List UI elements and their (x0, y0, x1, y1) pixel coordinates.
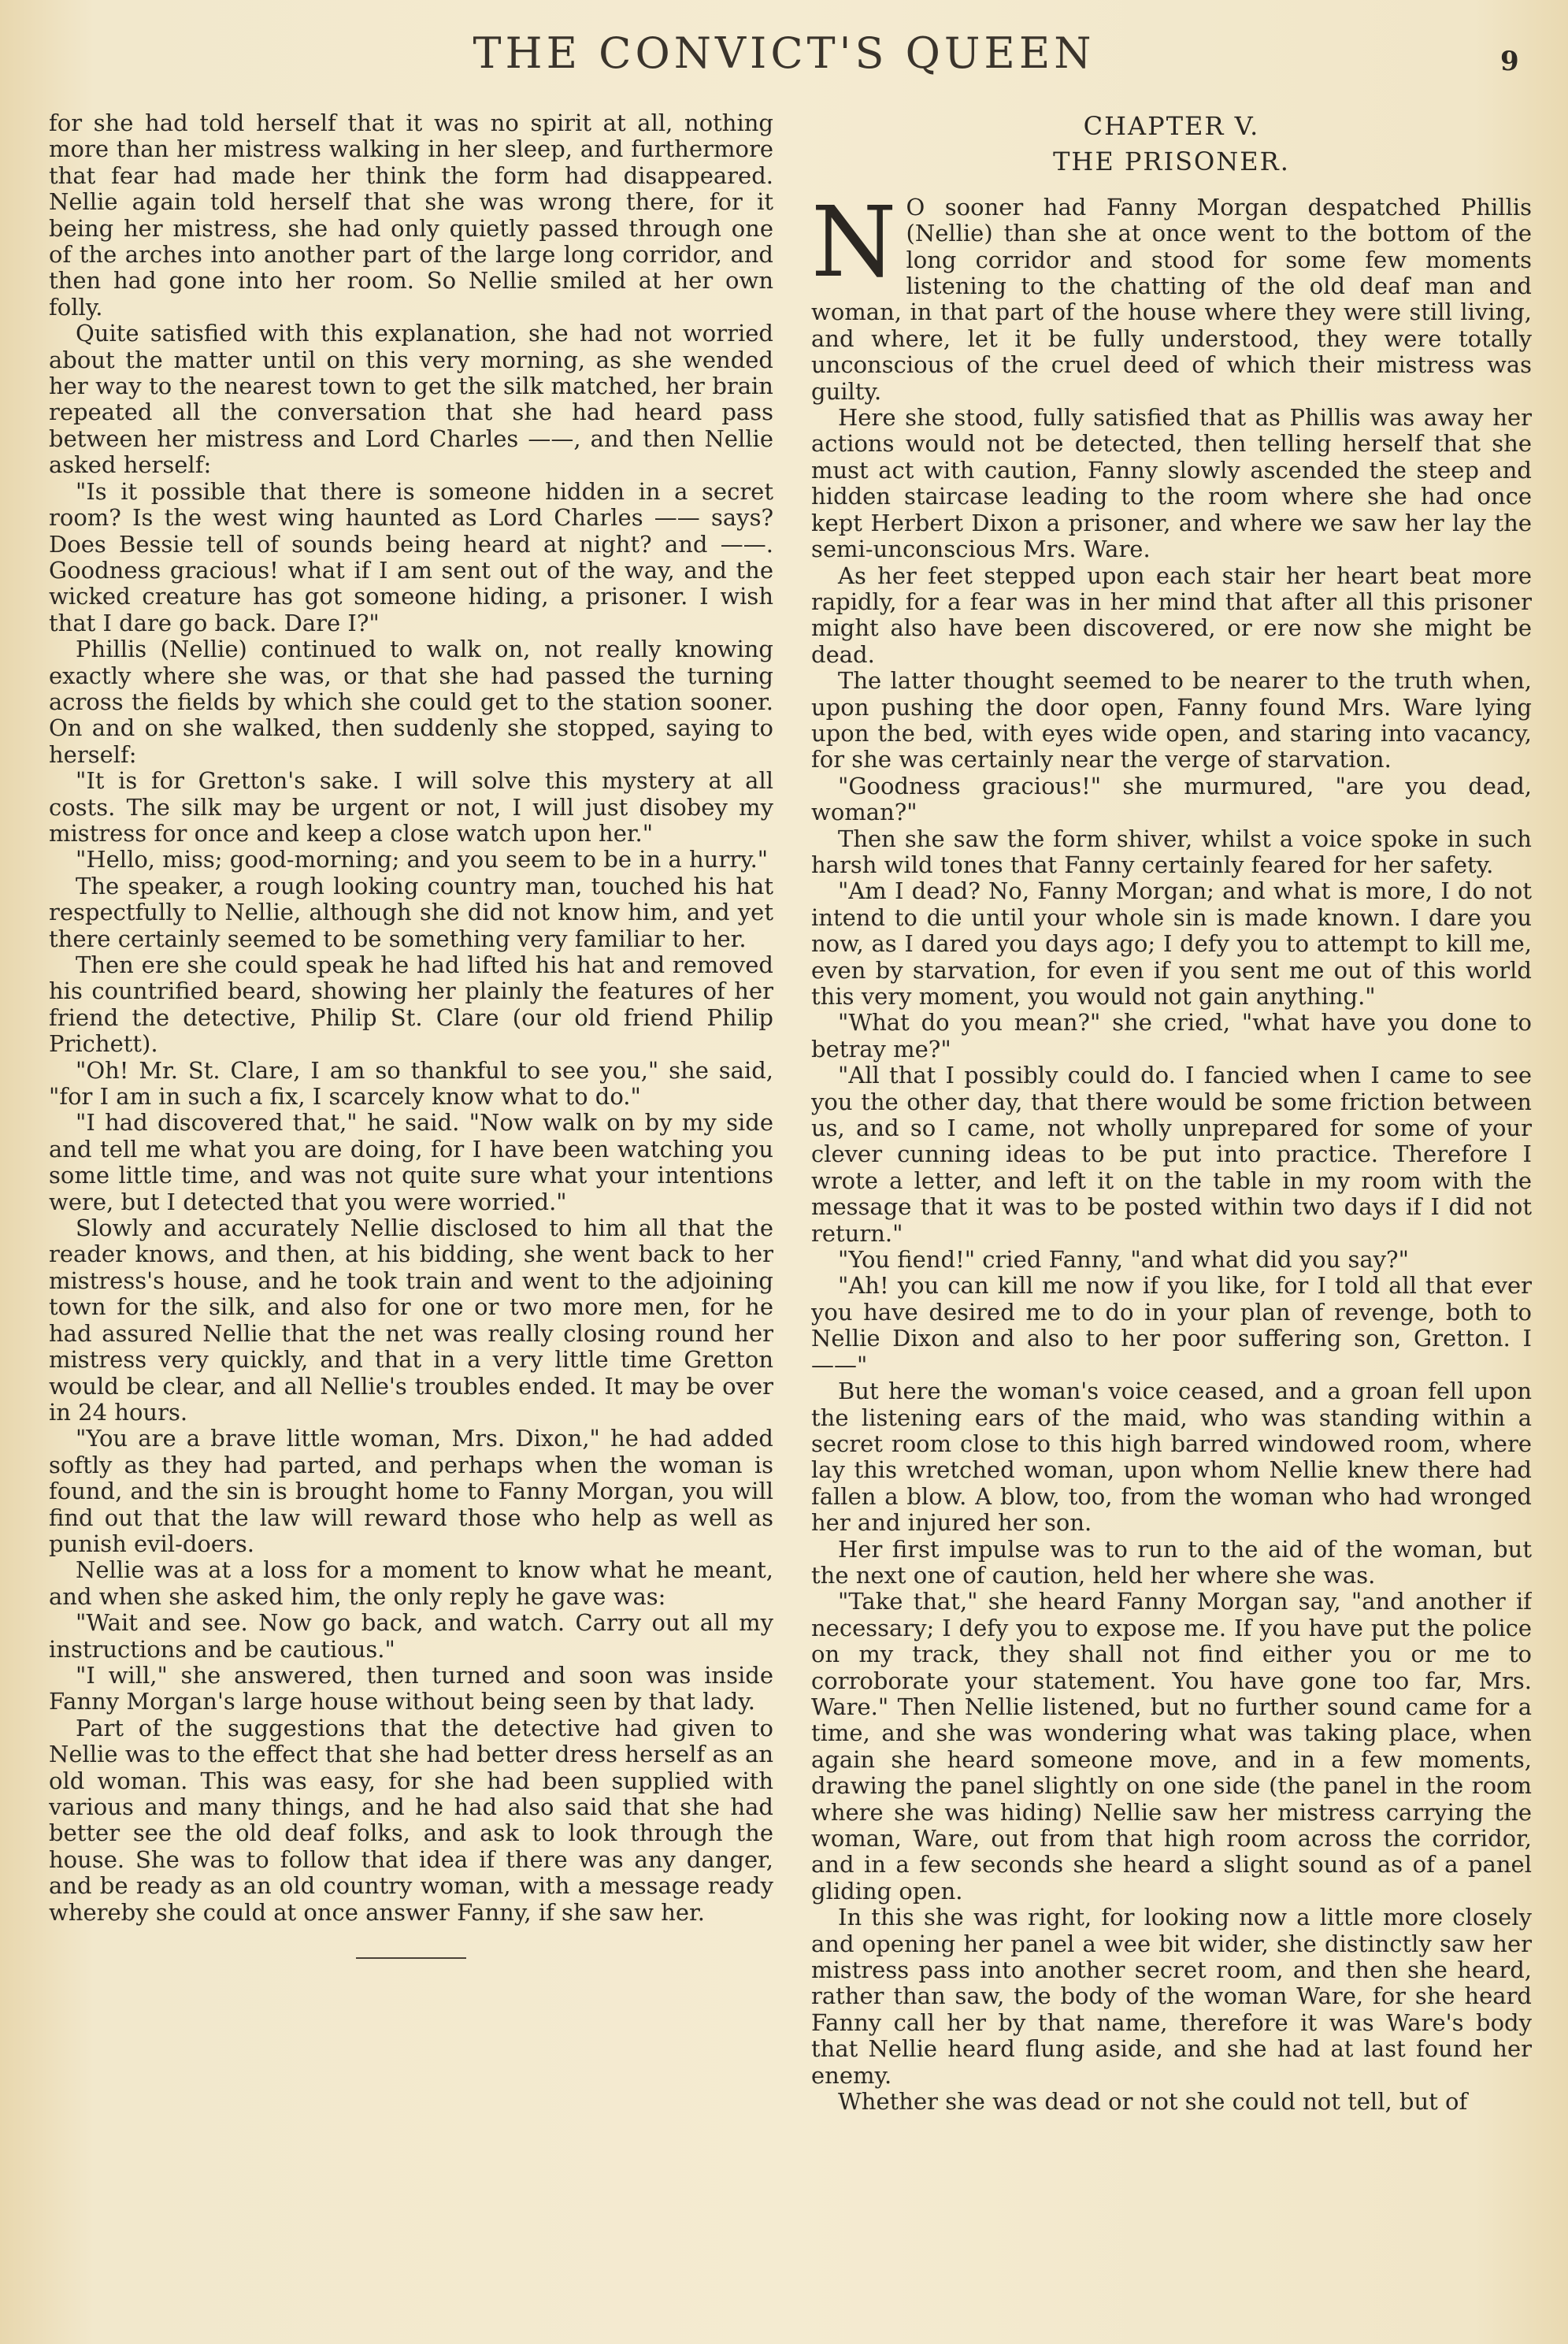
drop-cap: N (811, 185, 897, 299)
running-title: THE CONVICT'S QUEEN (473, 28, 1095, 78)
opening-paragraph-text: O sooner had Fanny Morgan despatched Phillis (Nellie) than she at once went to the bottom of the long corridor and stood for some few moments listening to the chatting of the old deaf man and woman, in that part of the house where they were still living, and where, let it be fully understood, they were totally unconscious of the cruel deed of which their mistress was guilty. (811, 193, 1532, 405)
paragraph: Her first impulse was to run to the aid of the woman, but the next one of caution, held her where she was. (811, 1535, 1532, 1589)
paragraph: "I will," she answered, then turned and soon was inside Fanny Morgan's large house without being seen by that lady. (49, 1661, 773, 1715)
paragraph: Then she saw the form shiver, whilst a voice spoke in such harsh wild tones that Fanny certainly feared for her safety. (811, 825, 1532, 878)
paragraph: "Oh! Mr. St. Clare, I am so thankful to see you," she said, "for I am in such a fix, I scarcely know what to do." (49, 1056, 773, 1111)
paragraph: "Is it possible that there is someone hidden in a secret room? Is the west wing haunted as Lord Charles —— says? Does Bessie tell of sounds being heard at night? and ——. Goodness gracious! what if I am sent out of the way, and the wicked creature has got someone hiding, a prisoner. I wish that I dare go back. Dare I?" (49, 477, 773, 636)
left-column (49, 110, 773, 2316)
paragraph: "It is for Gretton's sake. I will solve this mystery at all costs. The silk may be urgent or not, I will just disobey my mistress for once and keep a close watch upon her." (49, 767, 773, 847)
paragraph: "Wait and see. Now go back, and watch. Carry out all my instructions and be cautious." (49, 1609, 773, 1663)
paragraph: for she had told herself that it was no spirit at all, nothing more than her mistress walking in her sleep, and furthermore that fear had made her think the form had disappeared. Nellie again told herself that she was wrong there, for it being her mistress, she had only quietly passed through one of the arches into another part of the large long corridor, and then had gone into her room. So Nellie smiled at her own folly. (49, 110, 773, 321)
paragraph: "Am I dead? No, Fanny Morgan; and what is more, I do not intend to die until your whole sin is made known. I dare you now, as I dared you days ago; I defy you to attempt to kill me, even by starvation, for even if you sent me out of this world this very moment, you would not gain anything." (811, 877, 1532, 1010)
page-header (0, 24, 1568, 87)
paragraph: "You fiend!" cried Fanny, "and what did you say?" (838, 1246, 1409, 1274)
paragraph: Here she stood, fully satisfied that as Phillis was away her actions would not be detected, then telling herself that she must act with caution, Fanny slowly ascended the steep and hidden staircase leading to the room where she had once kept Herbert Dixon a prisoner, and where we saw her lay the semi-unconscious Mrs. Ware. (811, 404, 1532, 563)
paragraph: "What do you mean?" she cried, "what have you done to betray me?" (811, 1009, 1532, 1063)
page-number: 9 (1500, 46, 1519, 77)
paragraph: The speaker, a rough looking country man, touched his hat respectfully to Nellie, although she did not know him, and yet there certainly seemed to be something very familiar to her. (49, 872, 773, 952)
paragraph: Then ere she could speak he had lifted his hat and removed his countrified beard, showing her plainly the features of her friend the detective, Philip St. Clare (our old friend Philip Prichett). (49, 951, 773, 1058)
paragraph: "Ah! you can kill me now if you like, for I told all that ever you have desired me to do in your plan of revenge, both to Nellie Dixon and also to her poor suffering son, Gretton. I——" (811, 1272, 1532, 1378)
paragraph: The latter thought seemed to be nearer to the truth when, upon pushing the door open, Fanny found Mrs. Ware lying upon the bed, with eyes wide open, and staring into vacancy, for she was certainly near the verge of starvation. (811, 667, 1532, 773)
paragraph: Phillis (Nellie) continued to walk on, not really knowing exactly where she was, or that she had passed the turning across the fields by which she could get to the station sooner. On and on she walked, then suddenly she stopped, saying to herself: (49, 636, 773, 768)
right-column (811, 110, 1532, 2316)
paragraph: Part of the suggestions that the detective had given to Nellie was to the effect that she had better dress herself as an old woman. This was easy, for she had been supplied with various and many things, and he had also said that she had better see the old deaf folks, and ask to look through the house. She was to follow that idea if there was any danger, and be ready as an old country woman, with a message ready whereby she could at once answer Fanny, if she saw her. (49, 1714, 773, 1926)
paragraph: Whether she was dead or not she could not tell, but of (838, 2088, 1468, 2116)
paragraph: Slowly and accurately Nellie disclosed to him all that the reader knows, and then, at his bidding, she went back to her mistress's house, and he took train and went to the adjoining town for the silk, and also for one or two more men, for he had assured Nellie that the net was really closing round her mistress very quickly, and that in a very little time Gretton would be clear, and all Nellie's troubles ended. It may be over in 24 hours. (49, 1215, 773, 1426)
chapter-number: CHAPTER V. (1083, 111, 1260, 141)
paragraph: Nellie was at a loss for a moment to know what he meant, and when she asked him, the only reply he gave was: (49, 1556, 773, 1610)
paragraph: But here the woman's voice ceased, and a groan fell upon the listening ears of the maid, who was standing within a secret room close to this high barred windowed room, where lay this wretched woman, upon whom Nellie knew there had fallen a blow. A blow, too, from the woman who had wronged her and injured her son. (811, 1378, 1532, 1537)
opening-paragraph (811, 185, 1532, 405)
paragraph: "All that I possibly could do. I fancied when I came to see you the other day, that there would be some friction between us, and so I came, not wholly unprepared for some of your clever cunning ideas to be put into practice. Therefore I wrote a letter, and left it on the table in my room with the message that it was to be posted within two days if I did not return." (811, 1062, 1532, 1247)
chapter-title: THE PRISONER. (1053, 146, 1290, 177)
paragraph: As her feet stepped upon each stair her heart beat more rapidly, for a fear was in her mind that after all this prisoner might also have been discovered, or ere now she might be dead. (811, 562, 1532, 668)
paragraph: Quite satisfied with this explanation, she had not worried about the matter until on this very morning, as she wended her way to the nearest town to get the silk matched, her brain repeated all the conversation that she had heard pass between her mistress and Lord Charles ——, and then Nellie asked herself: (49, 320, 773, 479)
section-divider (356, 1957, 466, 1959)
paragraph: "Goodness gracious!" she murmured, "are you dead, woman?" (811, 772, 1532, 826)
paragraph: "Hello, miss; good-morning; and you seem to be in a hurry." (76, 846, 769, 873)
paragraph: "I had discovered that," he said. "Now walk on by my side and tell me what you are doing, for I have been watching you some little time, and was not quite sure what your intentions were, but I detected that you were worried." (49, 1109, 773, 1215)
paragraph: "Take that," she heard Fanny Morgan say, "and another if necessary; I defy you to expose me. If you have put the police on my track, they shall not find either you or me to corroborate your statement. You have gone too far, Mrs. Ware." Then Nellie listened, but no further sound came for a time, and she was wondering what was taking place, when again she heard someone move, and in a few moments, drawing the panel slightly on one side (the panel in the room where she was hiding) Nellie saw her mistress carrying the woman, Ware, out from that high room across the corridor, and in a few seconds she heard a slight sound as of a panel gliding open. (811, 1588, 1532, 1904)
paragraph: "You are a brave little woman, Mrs. Dixon," he had added softly as they had parted, and perhaps when the woman is found, and the sin is brought home to Fanny Morgan, you will find out that the law will reward those who help as well as punish evil-doers. (49, 1425, 773, 1557)
paragraph: In this she was right, for looking now a little more closely and opening her panel a wee bit wider, she distinctly saw her mistress pass into another secret room, and then she heard, rather than saw, the body of the woman Ware, for she heard Fanny call her by that name, therefore it was Ware's body that Nellie heard flung aside, and she had at last found her enemy. (811, 1904, 1532, 2089)
